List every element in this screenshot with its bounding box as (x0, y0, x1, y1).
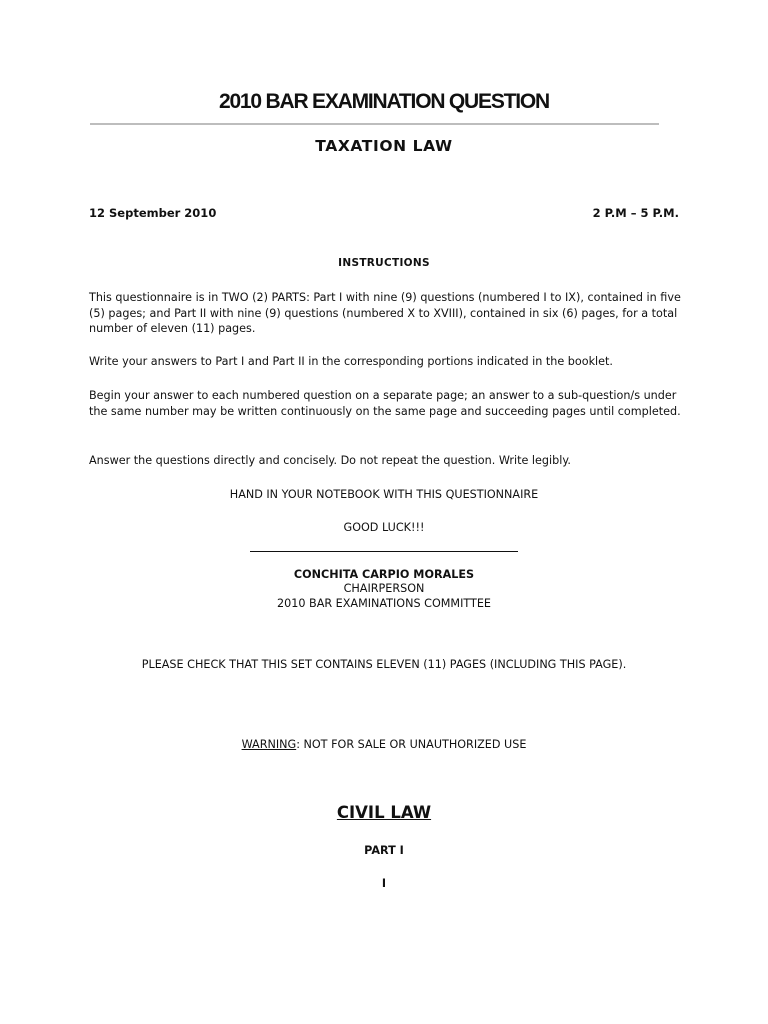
warning-text: : NOT FOR SALE OR UNAUTHORIZED USE (296, 738, 527, 751)
signatory-committee: 2010 BAR EXAMINATIONS COMMITTEE (277, 597, 491, 610)
exam-date: 12 September 2010 (89, 206, 217, 220)
warning-notice (0, 737, 768, 752)
signature-line (250, 551, 518, 552)
instructions-heading: INSTRUCTIONS (338, 257, 430, 269)
exam-time: 2 P.M – 5 P.M. (592, 206, 679, 220)
instruction-paragraph-parts: This questionnaire is in TWO (2) PARTS: Part I with nine (9) questions (numbered I to IX), contained in five (5) pages; and Part II with nine (9) questions (numbered X to XVIII), contained in six (6) pages, for a total number of eleven (11) pages. (89, 291, 681, 335)
instruction-paragraph-pages: Begin your answer to each numbered question on a separate page; an answer to a sub-question/s under the same number may be written continuously on the same page and succeeding pages until completed. (89, 389, 681, 418)
title-underline-divider (90, 123, 659, 125)
section-title-text: CIVIL LAW (336, 803, 432, 822)
question-numeral: I (381, 877, 387, 890)
section-title (0, 803, 768, 822)
exam-subject: TAXATION LAW (315, 137, 453, 155)
part-label: PART I (364, 844, 404, 857)
hand-in-note: HAND IN YOUR NOTEBOOK WITH THIS QUESTIONNAIRE (229, 488, 539, 501)
instruction-paragraph-answers: Write your answers to Part I and Part II in the corresponding portions indicated in the booklet. (89, 355, 613, 368)
document-title: 2010 BAR EXAMINATION QUESTION (218, 90, 550, 113)
signatory-position: CHAIRPERSON (343, 582, 425, 595)
good-luck-note: GOOD LUCK!!! (343, 521, 425, 534)
warning-label: WARNING (241, 738, 297, 751)
page-check-note: PLEASE CHECK THAT THIS SET CONTAINS ELEVEN (11) PAGES (INCLUDING THIS PAGE). (141, 658, 627, 671)
instruction-paragraph-directness: Answer the questions directly and concisely. Do not repeat the question. Write legibly. (89, 454, 571, 467)
signatory-name: CONCHITA CARPIO MORALES (293, 568, 475, 581)
